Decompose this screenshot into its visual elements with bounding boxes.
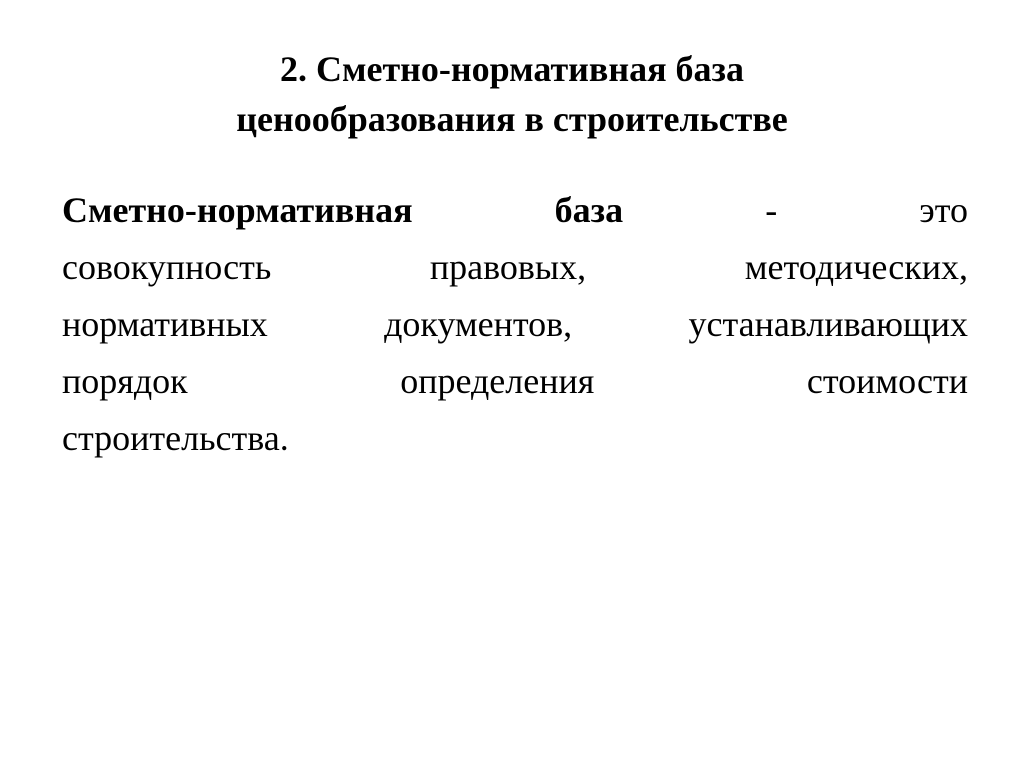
definition-word: определения <box>400 361 595 401</box>
definition-word: это <box>919 190 968 230</box>
definition-dash: - <box>765 190 778 230</box>
definition-word: устанавливающих <box>688 304 968 344</box>
definition-line-2 <box>62 239 968 296</box>
slide-title-line-2: ценообразования в строительстве <box>236 99 788 139</box>
definition-word: методических, <box>744 247 968 287</box>
definition-word: нормативных <box>62 304 268 344</box>
slide-title-line-1: 2. Сметно-нормативная база <box>279 49 745 89</box>
definition-paragraph <box>62 182 968 467</box>
definition-line-3 <box>62 296 968 353</box>
definition-word: правовых, <box>429 247 587 287</box>
slide-title <box>100 44 924 144</box>
definition-word: порядок <box>62 361 188 401</box>
definition-word: документов, <box>384 304 573 344</box>
definition-line-1 <box>62 182 968 239</box>
defined-term-word: база <box>554 190 624 230</box>
definition-line-5 <box>62 410 968 467</box>
definition-word: совокупность <box>62 247 272 287</box>
defined-term: Сметно-нормативная <box>62 190 413 230</box>
definition-word: стоимости <box>806 361 968 401</box>
definition-word: строительства. <box>62 418 289 458</box>
definition-line-4 <box>62 353 968 410</box>
